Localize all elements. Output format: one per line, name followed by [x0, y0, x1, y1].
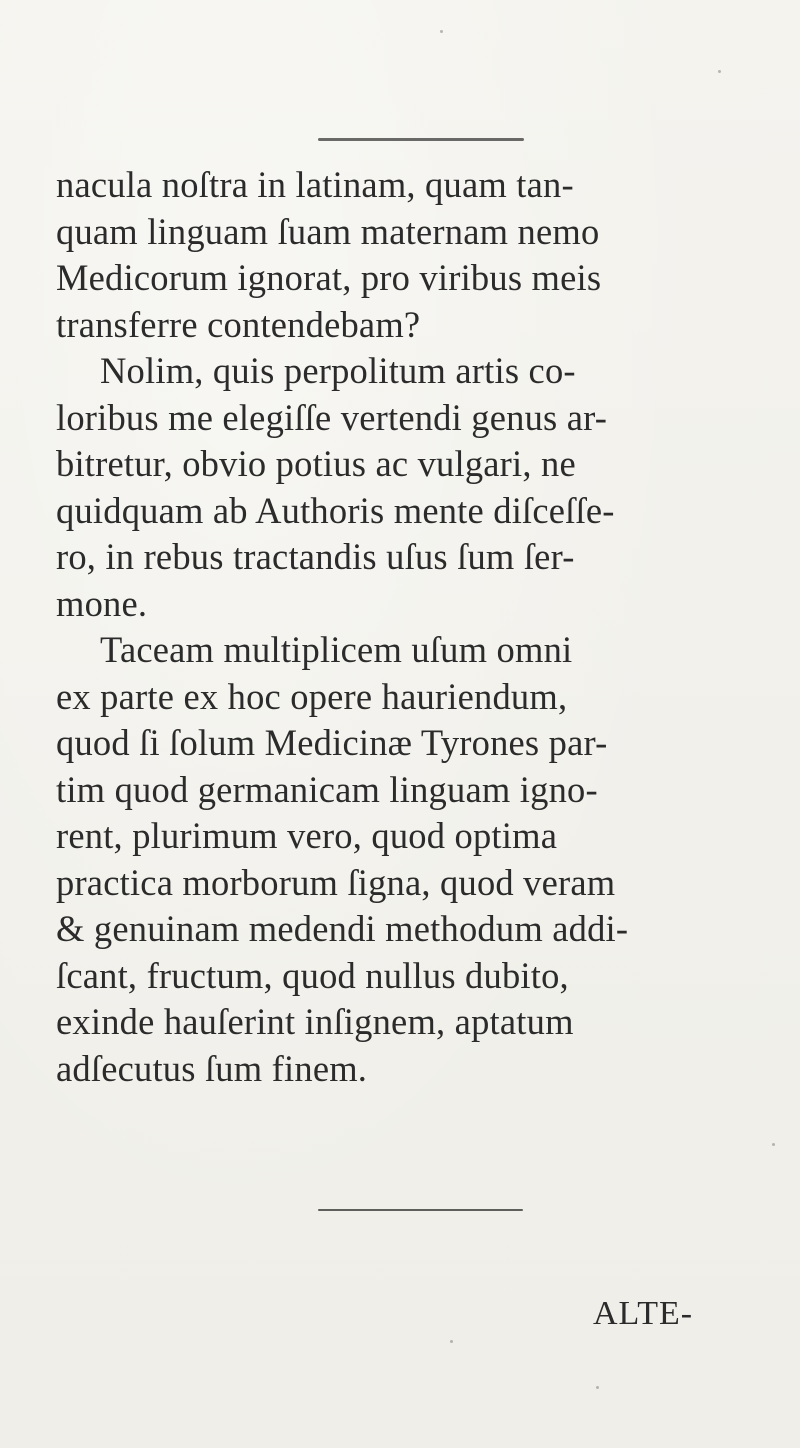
paper-speck — [450, 1340, 453, 1343]
paper-speck — [718, 70, 721, 73]
text-line: quidquam ab Authoris mente diſceſſe- — [56, 489, 615, 531]
text-line: loribus me elegiſſe vertendi genus ar- — [56, 396, 608, 438]
text-line: Taceam multiplicem uſum omni — [100, 629, 573, 670]
top-ornament-rule — [318, 138, 524, 141]
text-line: adſecutus ſum finem. — [56, 1047, 368, 1089]
text-line: nacula noſtra in latinam, quam tan- — [56, 164, 574, 205]
body-text — [56, 162, 756, 1092]
end-ornament-rule — [318, 1209, 523, 1211]
text-line: exinde hauſerint inſignem, aptatum — [56, 1001, 574, 1042]
text-line: ſcant, fructum, quod nullus dubito, — [56, 954, 569, 996]
paper-speck — [772, 1143, 775, 1146]
paragraph-1 — [56, 162, 756, 348]
text-line: ro, in rebus tractandis uſus ſum ſer- — [56, 536, 575, 577]
text-line: Nolim, quis perpolitum artis co- — [100, 350, 576, 391]
text-line: & genuinam medendi methodum addi- — [56, 908, 629, 949]
text-line: quod ſi ſolum Medicinæ Tyrones par- — [56, 722, 608, 763]
paper-speck — [596, 1386, 599, 1389]
text-line: Medicorum ignorat, pro viribus meis — [56, 257, 602, 298]
catchword: ALTE- — [593, 1295, 694, 1332]
text-line: rent, plurimum vero, quod optima — [56, 815, 558, 856]
paragraph-2 — [56, 348, 756, 627]
paragraph-3 — [56, 627, 756, 1092]
paper-speck — [440, 30, 443, 33]
text-line: mone. — [56, 582, 148, 624]
text-line: ex parte ex hoc opere hauriendum, — [56, 675, 568, 717]
text-line: bitretur, obvio potius ac vulgari, ne — [56, 443, 576, 484]
text-line: practica morborum ſigna, quod veram — [56, 861, 616, 903]
text-line: transferre contendebam? — [56, 303, 421, 345]
text-line: tim quod germanicam linguam igno- — [56, 768, 598, 810]
text-line: quam linguam ſuam maternam nemo — [56, 210, 600, 252]
